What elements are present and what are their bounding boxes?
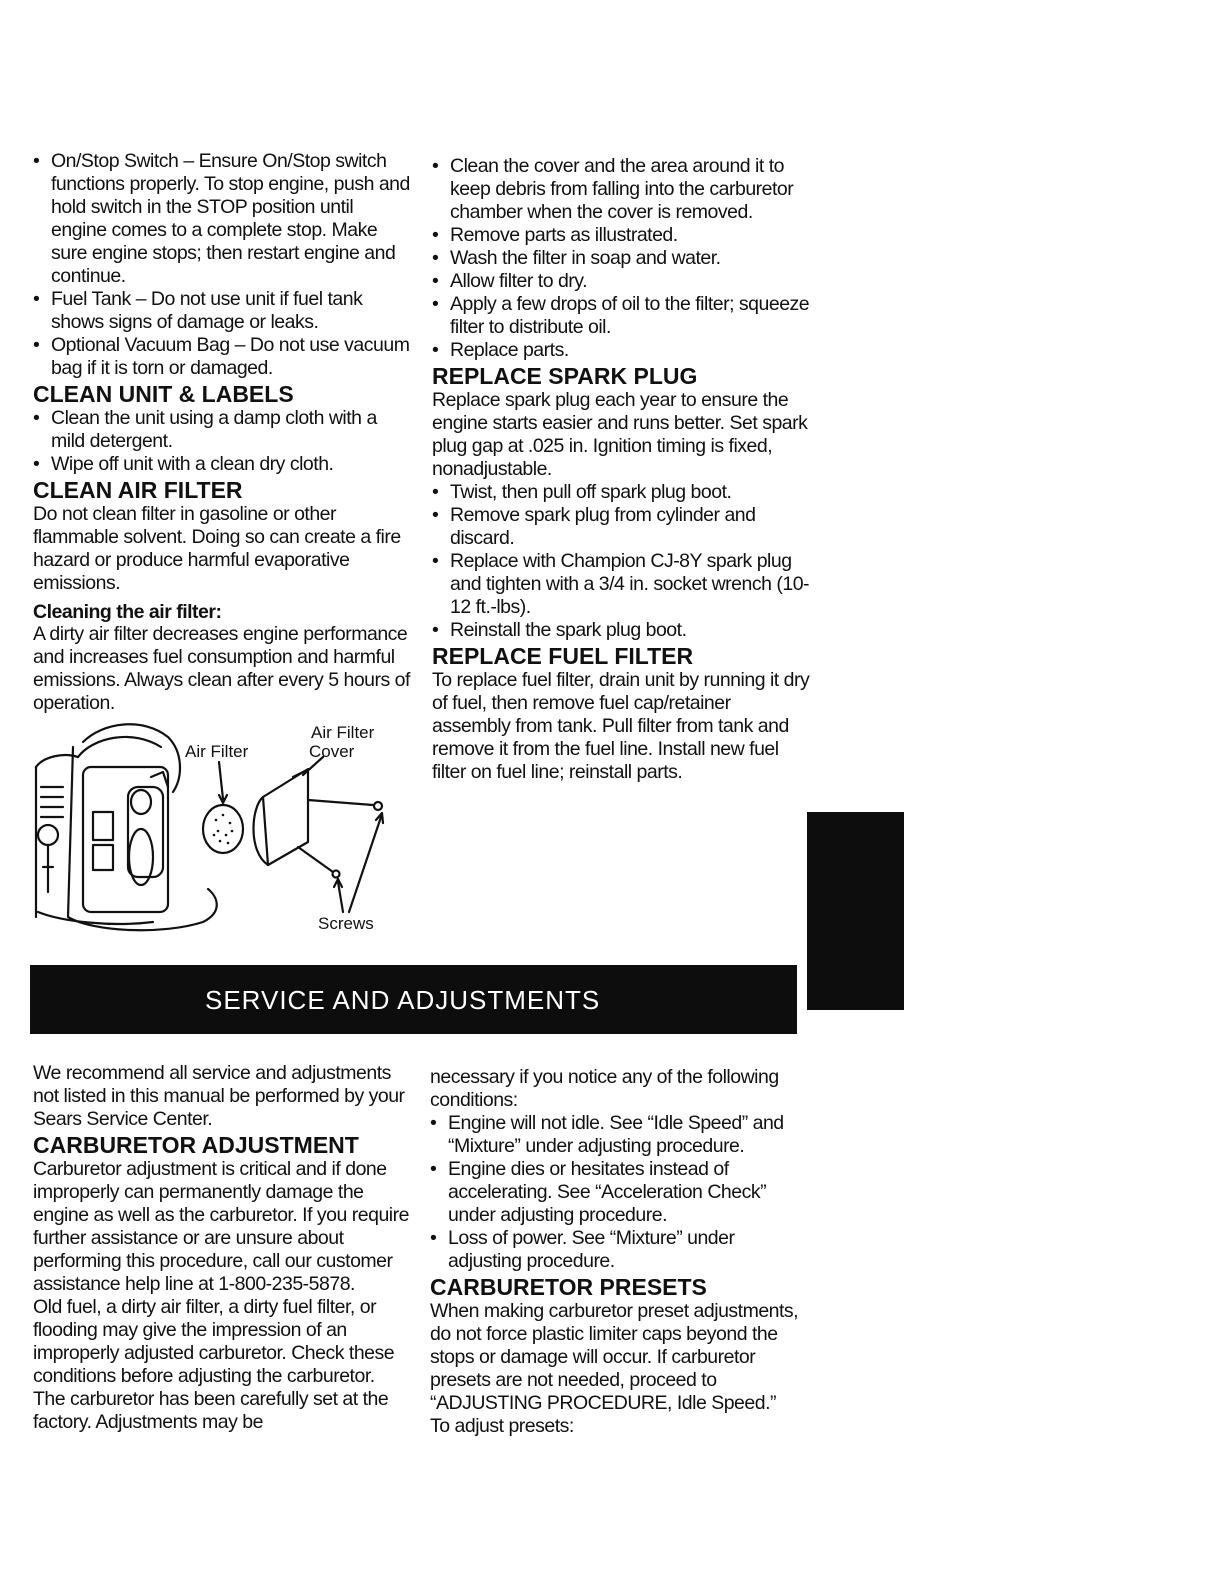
list-item: • Remove parts as illustrated.	[432, 224, 812, 247]
top-right-column	[432, 155, 812, 784]
safety-checks-list	[33, 150, 413, 380]
clean-unit-heading: CLEAN UNIT & LABELS	[33, 381, 294, 407]
conditions-list	[430, 1112, 810, 1273]
list-item: • Replace parts.	[432, 339, 812, 362]
list-item: • Clean the cover and the area around it to keep debris from falling into the carburetor chamber when the cover is removed.	[432, 155, 812, 224]
banner-title: SERVICE AND ADJUSTMENTS	[205, 985, 601, 1015]
conditions-intro-text: necessary if you notice any of the following conditions:	[430, 1066, 779, 1111]
cleaning-air-filter-text: A dirty air filter decreases engine performance and increases fuel consumption and harmful emissions. Always clean after every 5 hours of operation.	[33, 623, 410, 714]
label-air-filter-cover-line2: Cover	[309, 742, 355, 761]
replace-fuel-filter-text: To replace fuel filter, drain unit by running it dry of fuel, then remove fuel cap/retainer assembly from tank. Pull filter from tank and remove it from the fuel line. Install new fuel filter on fuel line; reinstall parts.	[432, 669, 810, 783]
list-item: • Optional Vacuum Bag – Do not use vacuum bag if it is torn or damaged.	[33, 334, 413, 380]
list-item: • Apply a few drops of oil to the filter; squeeze filter to distribute oil.	[432, 293, 812, 339]
carburetor-presets-text: When making carburetor preset adjustments, do not force plastic limiter caps beyond the stops or damage will occur. If carburetor presets are not needed, proceed to “ADJUSTING PROCEDURE, Idle Speed.”	[430, 1300, 799, 1414]
clean-air-filter-text: Do not clean filter in gasoline or other flammable solvent. Doing so can create a fire hazard or produce harmful evaporative emissions.	[33, 503, 401, 594]
air-filter-diagram	[33, 717, 408, 937]
filter-steps-list	[432, 155, 812, 362]
carburetor-adjustment-heading: CARBURETOR ADJUSTMENT	[33, 1132, 359, 1158]
list-item: • Allow filter to dry.	[432, 270, 812, 293]
bottom-right-column	[430, 1066, 810, 1438]
list-item: • Replace with Champion CJ-8Y spark plug and tighten with a 3/4 in. socket wrench (10-12 ft.-lbs).	[432, 550, 812, 619]
carburetor-conditions-text: Old fuel, a dirty air filter, a dirty fuel filter, or flooding may give the impression of an improperly adjusted carburetor. Check these conditions before adjusting the carburetor.	[33, 1296, 395, 1387]
list-item: • Wipe off unit with a clean dry cloth.	[33, 453, 413, 476]
replace-fuel-filter-heading: REPLACE FUEL FILTER	[432, 643, 694, 669]
list-item: • Wash the filter in soap and water.	[432, 247, 812, 270]
carburetor-adjustment-text: Carburetor adjustment is critical and if done improperly can permanently damage the engine as well as the carburetor. If you require further assistance or are unsure about performing this procedure, call our customer assistance help line at 1-800-235-5878.	[33, 1158, 409, 1295]
list-item: • Engine dies or hesitates instead of accelerating. See “Acceleration Check” under adjusting procedure.	[430, 1158, 810, 1227]
cleaning-air-filter-subheading: Cleaning the air filter:	[33, 601, 222, 623]
list-item: • Reinstall the spark plug boot.	[432, 619, 812, 642]
service-intro-text: We recommend all service and adjustments not listed in this manual be performed by your Sears Service Center.	[33, 1062, 405, 1130]
adjust-presets-text: To adjust presets:	[430, 1415, 574, 1437]
label-air-filter-cover-line1: Air Filter	[311, 723, 375, 742]
label-air-filter: Air Filter	[185, 742, 249, 761]
label-screws: Screws	[318, 914, 374, 933]
carburetor-presets-heading: CARBURETOR PRESETS	[430, 1274, 707, 1300]
filter-dots	[213, 814, 234, 845]
clean-unit-list	[33, 407, 413, 476]
replace-spark-plug-text: Replace spark plug each year to ensure the engine starts easier and runs better. Set spark plug gap at .025 in. Ignition timing is fixed, nonadjustable.	[432, 389, 808, 480]
list-item: • Twist, then pull off spark plug boot.	[432, 481, 812, 504]
replace-spark-plug-heading: REPLACE SPARK PLUG	[432, 363, 698, 389]
list-item: • Loss of power. See “Mixture” under adjusting procedure.	[430, 1227, 810, 1273]
list-item: • Remove spark plug from cylinder and discard.	[432, 504, 812, 550]
list-item: • On/Stop Switch – Ensure On/Stop switch functions properly. To stop engine, push and hold switch in the STOP position until engine comes to a complete stop. Make sure engine stops; then restart engine and continue.	[33, 150, 413, 288]
top-left-column	[33, 150, 413, 715]
carburetor-factory-text: The carburetor has been carefully set at the factory. Adjustments may be	[33, 1388, 389, 1433]
section-banner	[30, 965, 797, 1034]
section-tab-marker	[807, 812, 904, 1010]
clean-air-filter-heading: CLEAN AIR FILTER	[33, 477, 243, 503]
list-item: • Fuel Tank – Do not use unit if fuel tank shows signs of damage or leaks.	[33, 288, 413, 334]
spark-plug-steps-list	[432, 481, 812, 642]
list-item: • Clean the unit using a damp cloth with a mild detergent.	[33, 407, 413, 453]
list-item: • Engine will not idle. See “Idle Speed” and “Mixture” under adjusting procedure.	[430, 1112, 810, 1158]
bottom-left-column	[33, 1062, 418, 1434]
